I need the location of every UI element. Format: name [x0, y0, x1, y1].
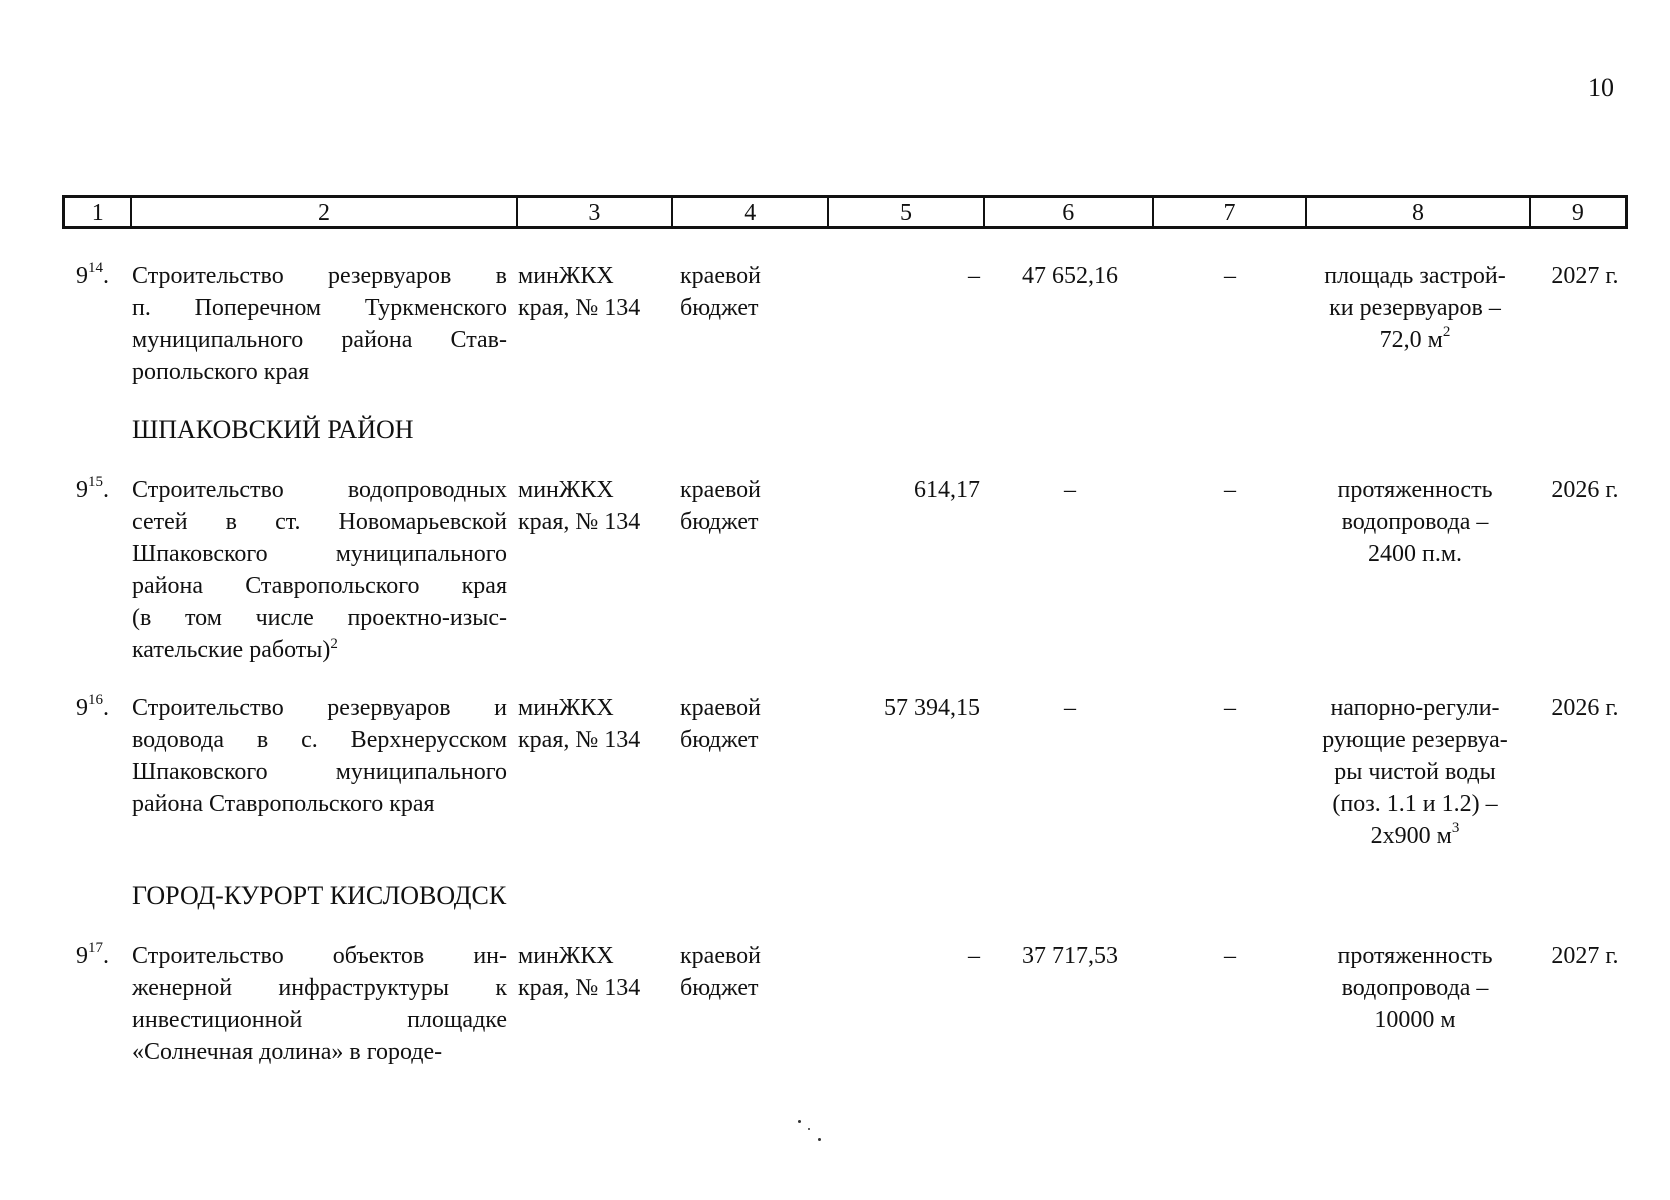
amount-col5: – [968, 943, 980, 969]
capacity: протяженность водопровода – 2400 п.м. [1337, 477, 1493, 567]
completion-year: 2026 г. [1551, 695, 1619, 721]
customer: минЖКХ края, № 134 [518, 477, 641, 535]
amount-col6: 47 652,16 [1022, 263, 1118, 289]
customer: минЖКХ края, № 134 [518, 943, 641, 1001]
header-col-1: 1 [65, 198, 132, 226]
completion-year: 2027 г. [1551, 263, 1619, 289]
section-heading: ГОРОД-КУРОРТ КИСЛОВОДСК [132, 881, 507, 910]
header-col-8: 8 [1307, 198, 1530, 226]
header-col-2: 2 [132, 198, 517, 226]
header-col-6: 6 [985, 198, 1154, 226]
scan-speck [808, 1128, 810, 1130]
funding-source: краевой бюджет [680, 943, 761, 1001]
capacity: площадь застрой- ки резервуаров – 72,0 $м^2$ [1324, 263, 1506, 353]
capacity: напорно-регули- рующие резервуа- ры чистой воды (поз. 1.1 и 1.2) – 2х900 $м^3$ [1322, 695, 1508, 849]
row-number: $9^{14}$. [76, 260, 109, 289]
amount-col7: – [1224, 943, 1236, 969]
funding-source: краевой бюджет [680, 695, 761, 753]
funding-source: краевой бюджет [680, 477, 761, 535]
scan-speck [818, 1138, 821, 1141]
header-col-5: 5 [829, 198, 985, 226]
header-col-7: 7 [1154, 198, 1308, 226]
header-col-4: 4 [673, 198, 829, 226]
customer: минЖКХ края, № 134 [518, 263, 641, 321]
page-number: 10 [1588, 73, 1614, 102]
amount-col6: – [1064, 695, 1076, 721]
scan-speck [798, 1120, 801, 1123]
capacity: протяженность водопровода – 10000 м [1337, 943, 1493, 1033]
amount-col6: – [1064, 477, 1076, 503]
object-name: Строительство объектов ин- женерной инфраструктуры к инвестиционной площадке «Солнечная долина» в городе- [132, 943, 507, 1065]
object-name: Строительство резервуаров в п. Поперечном Туркменского муниципального района Став- ропольского края [132, 263, 507, 385]
row-number: $9^{15}$. [76, 474, 109, 503]
object-name: Строительство резервуаров и водовода в с. Верхнерусском Шпаковского муниципального района Ставропольского края [132, 695, 507, 817]
amount-col5: 614,17 [914, 477, 980, 503]
table-header [62, 195, 1628, 229]
header-col-9: 9 [1571, 200, 1584, 226]
amount-col5: 57 394,15 [884, 695, 980, 721]
section-heading: ШПАКОВСКИЙ РАЙОН [132, 415, 414, 444]
amount-col7: – [1224, 263, 1236, 289]
amount-col6: 37 717,53 [1022, 943, 1118, 969]
customer: минЖКХ края, № 134 [518, 695, 641, 753]
row-number: $9^{17}$. [76, 940, 109, 969]
amount-col7: – [1224, 695, 1236, 721]
completion-year: 2027 г. [1551, 943, 1619, 969]
row-number: $9^{16}$. [76, 692, 109, 721]
completion-year: 2026 г. [1551, 477, 1619, 503]
header-col-3: 3 [518, 198, 674, 226]
funding-source: краевой бюджет [680, 263, 761, 321]
amount-col5: – [968, 263, 980, 289]
amount-col7: – [1224, 477, 1236, 503]
object-name: Строительство водопроводных сетей в ст. Новомарьевской Шпаковского муниципального района Ставропольского края (в том числе проектно-изыс- кательские работы)$^2$ [132, 477, 507, 663]
